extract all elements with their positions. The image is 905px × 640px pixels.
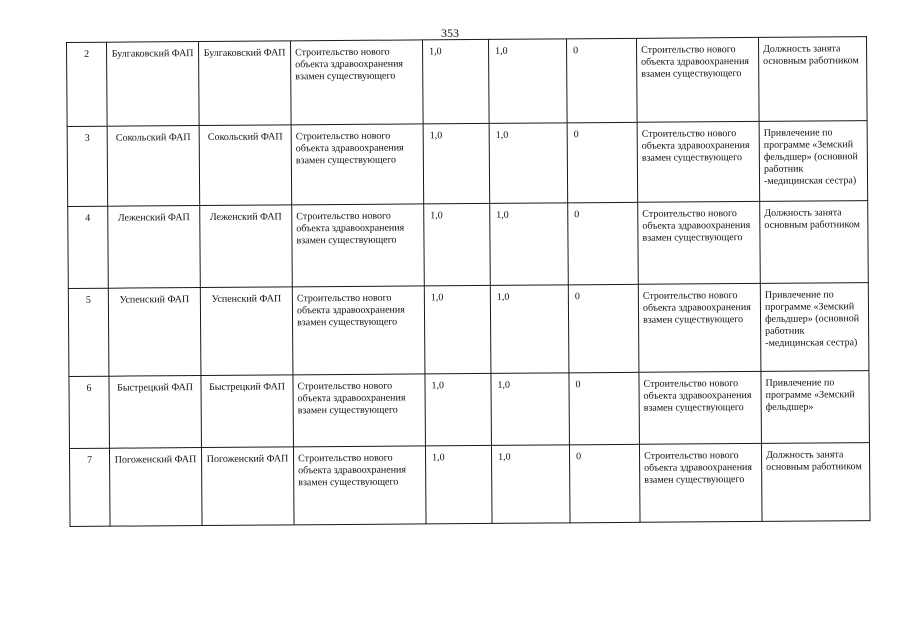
table-row bbox=[68, 283, 869, 377]
value-1: 1,0 bbox=[425, 373, 492, 445]
planned-action: Строительство нового объекта здравоохранения взамен существующего bbox=[293, 374, 426, 447]
planned-action-secondary: Строительство нового объекта здравоохранения взамен существующего bbox=[636, 37, 759, 122]
staffing-note: Привлечение по программе «Земский фельдшер» (основной работник -медицинская сестра) bbox=[760, 283, 869, 372]
value-1: 1,0 bbox=[425, 445, 492, 523]
value-2: 1,0 bbox=[490, 203, 569, 286]
value-1: 1,0 bbox=[424, 203, 491, 285]
value-1: 1,0 bbox=[423, 123, 490, 203]
table-row bbox=[69, 371, 870, 449]
staffing-note: Должность занята основным работником bbox=[760, 201, 869, 284]
value-3: 0 bbox=[569, 444, 640, 523]
value-2: 1,0 bbox=[491, 373, 570, 446]
row-number: 3 bbox=[67, 126, 108, 206]
planned-action-secondary: Строительство нового объекта здравоохранения взамен существующего bbox=[638, 201, 761, 284]
planned-action: Строительство нового объекта здравоохранения взамен существующего bbox=[291, 124, 424, 205]
fap-name: Погоженский ФАП bbox=[109, 448, 202, 527]
row-number: 6 bbox=[69, 376, 110, 448]
value-3: 0 bbox=[569, 372, 640, 445]
fap-name: Сокольский ФАП bbox=[107, 126, 200, 207]
value-2: 1,0 bbox=[489, 123, 568, 204]
value-3: 0 bbox=[567, 122, 638, 203]
fap-name: Леженский ФАП bbox=[108, 206, 201, 289]
fap-name-secondary: Погоженский ФАП bbox=[201, 447, 294, 526]
fap-name: Успенский ФАП bbox=[108, 288, 201, 377]
staffing-note: Должность занята основным работником bbox=[758, 37, 867, 122]
planned-action: Строительство нового объекта здравоохранения взамен существующего bbox=[293, 446, 426, 525]
planned-action: Строительство нового объекта здравоохранения взамен существующего bbox=[292, 286, 425, 375]
fap-name-secondary: Сокольский ФАП bbox=[199, 125, 292, 206]
fap-name-secondary: Быстрецкий ФАП bbox=[201, 375, 294, 448]
fap-name-secondary: Успенский ФАП bbox=[200, 287, 293, 376]
planned-action: Строительство нового объекта здравоохранения взамен существующего bbox=[290, 40, 423, 125]
staffing-note: Привлечение по программе «Земский фельдшер» (основной работник -медицинская сестра) bbox=[759, 121, 868, 202]
value-1: 1,0 bbox=[422, 39, 489, 123]
planned-action-secondary: Строительство нового объекта здравоохранения взамен существующего bbox=[637, 121, 760, 202]
row-number: 2 bbox=[67, 42, 108, 126]
planned-action-secondary: Строительство нового объекта здравоохранения взамен существующего bbox=[639, 371, 762, 444]
fap-name: Булгаковский ФАП bbox=[107, 42, 200, 127]
fap-name-secondary: Булгаковский ФАП bbox=[199, 41, 292, 126]
value-2: 1,0 bbox=[490, 285, 569, 374]
staffing-note: Должность занята основным работником bbox=[761, 443, 870, 522]
table-row bbox=[69, 443, 870, 527]
value-2: 1,0 bbox=[491, 445, 570, 524]
planned-action: Строительство нового объекта здравоохранения взамен существующего bbox=[292, 204, 425, 287]
value-1: 1,0 bbox=[424, 285, 491, 373]
table-row bbox=[68, 201, 869, 289]
value-3: 0 bbox=[566, 38, 637, 123]
table-row bbox=[67, 121, 868, 207]
row-number: 5 bbox=[68, 288, 109, 376]
fap-name-secondary: Леженский ФАП bbox=[200, 205, 293, 288]
planned-action-secondary: Строительство нового объекта здравоохранения взамен существующего bbox=[638, 283, 761, 372]
value-2: 1,0 bbox=[488, 39, 567, 124]
table-row bbox=[67, 37, 868, 127]
value-3: 0 bbox=[568, 284, 639, 373]
fap-name: Быстрецкий ФАП bbox=[109, 376, 202, 449]
row-number: 7 bbox=[69, 448, 110, 526]
fap-table bbox=[66, 36, 870, 526]
staffing-note: Привлечение по программе «Земский фельдшер» bbox=[761, 371, 870, 444]
planned-action-secondary: Строительство нового объекта здравоохранения взамен существующего bbox=[639, 443, 762, 522]
page-number: 353 bbox=[441, 26, 459, 40]
value-3: 0 bbox=[568, 202, 639, 285]
row-number: 4 bbox=[68, 206, 109, 288]
